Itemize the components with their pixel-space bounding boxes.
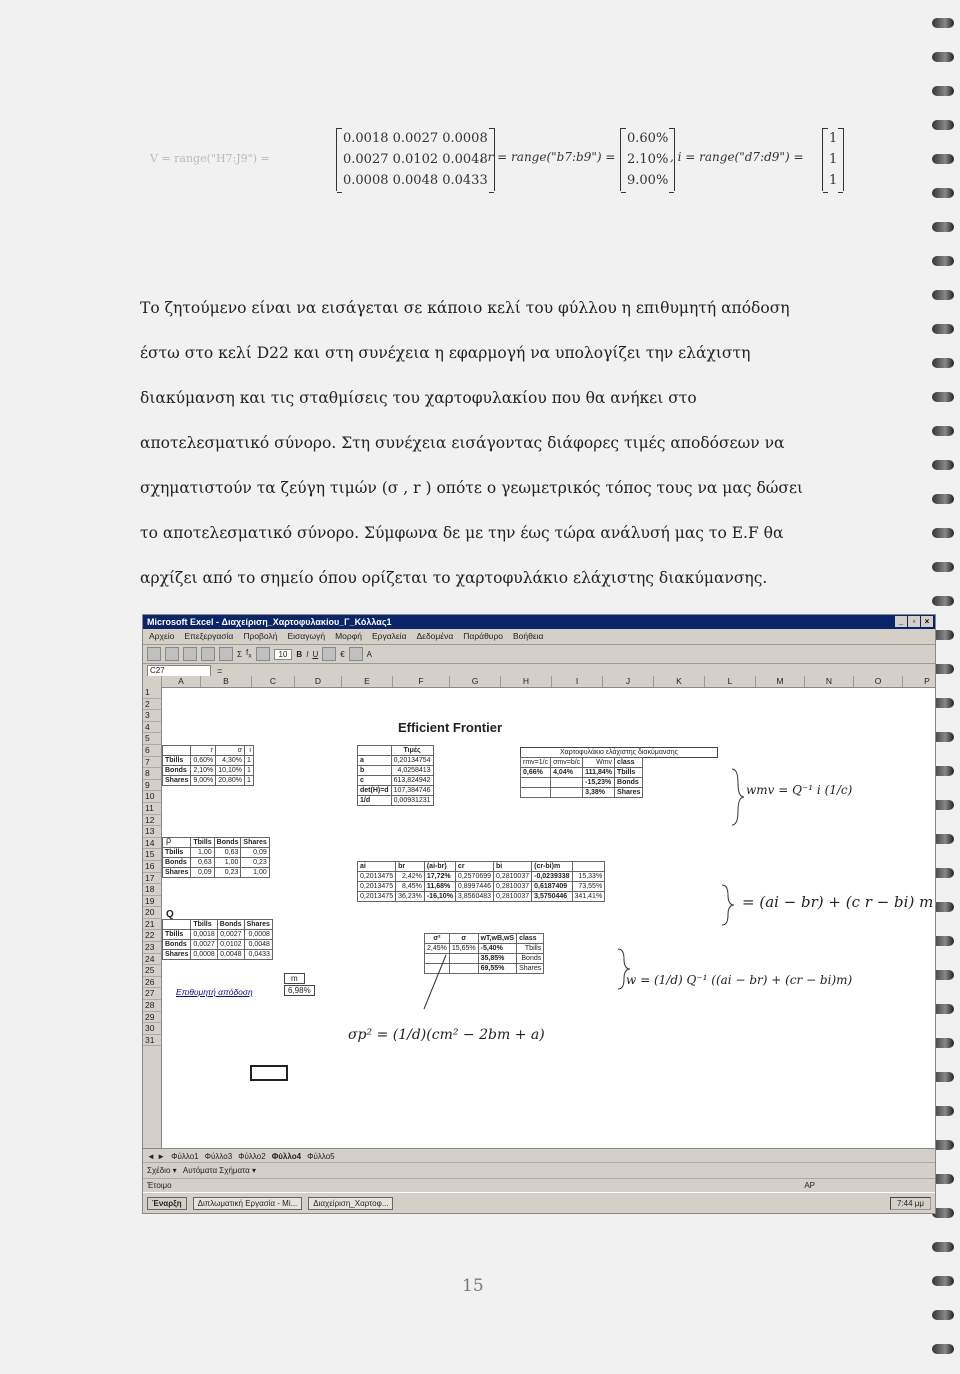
menu-item[interactable]: Επεξεργασία — [184, 631, 234, 641]
column-header[interactable]: H — [501, 676, 552, 687]
row-header[interactable]: 4 — [143, 722, 161, 734]
row-header[interactable]: 28 — [143, 1000, 161, 1012]
binding-ring — [932, 154, 954, 164]
menu-item[interactable]: Δεδομένα — [416, 631, 454, 641]
taskbar-item-word[interactable]: Διπλωματική Εργασία - Mi... — [193, 1197, 303, 1210]
formula-wmv: wmv = Q⁻¹ i (1/c) — [746, 783, 853, 797]
excel-screenshot — [142, 614, 936, 1214]
formula-w: w = (1/d) Q⁻¹ ((ai − br) + (cr − bi)m) — [626, 973, 853, 987]
binding-ring — [932, 1344, 954, 1354]
binding-ring — [932, 1310, 954, 1320]
binding-ring — [932, 324, 954, 334]
row-header[interactable]: 31 — [143, 1035, 161, 1047]
menu-item[interactable]: Εργαλεία — [371, 631, 407, 641]
column-header[interactable]: B — [201, 676, 252, 687]
row-header[interactable]: 6 — [143, 745, 161, 757]
binding-ring — [932, 86, 954, 96]
menu-item[interactable]: Αρχείο — [149, 631, 175, 641]
chart-wizard-icon[interactable] — [256, 647, 270, 661]
row-header[interactable]: 24 — [143, 954, 161, 966]
matrix-equation — [150, 128, 850, 198]
binding-ring — [932, 596, 954, 606]
open-icon[interactable] — [165, 647, 179, 661]
column-header[interactable]: N — [805, 676, 854, 687]
r-vector: 0.60% 2.10% 9.00% — [620, 128, 675, 191]
row-header[interactable]: 23 — [143, 942, 161, 954]
formula-sigma: σp² = (1/d)(cm² − 2bm + a) — [348, 1027, 545, 1043]
menu-item[interactable]: Βοήθεια — [513, 631, 544, 641]
row-header[interactable]: 12 — [143, 815, 161, 827]
binding-ring — [932, 290, 954, 300]
row-header[interactable]: 25 — [143, 965, 161, 977]
column-header[interactable]: E — [342, 676, 393, 687]
rho-label: ρ — [166, 835, 172, 845]
column-header[interactable]: A — [162, 676, 201, 687]
font-size-select[interactable]: 10 — [274, 649, 293, 660]
taskbar-clock: 7:44 μμ — [890, 1197, 931, 1210]
covariance-table: Tbills Bonds Shares Tbills 0,0018 0,0027 0,0008 Bonds 0,0027 0,0102 0,0048 Shares 0,0008 0,0048 0,0433 — [162, 919, 273, 960]
page-number: 15 — [462, 1276, 484, 1296]
binding-ring — [932, 528, 954, 538]
menu-item[interactable]: Προβολή — [243, 631, 278, 641]
row-header[interactable]: 17 — [143, 873, 161, 885]
column-header[interactable]: L — [705, 676, 756, 687]
corner-cell[interactable] — [143, 676, 162, 687]
sheet-tab[interactable]: Φύλλο4 — [271, 1151, 302, 1161]
excel-titlebar: Microsoft Excel - Διαχείριση_Χαρτοφυλακίου_Γ_Κόλλας1 _ ▫ × — [143, 615, 935, 629]
sheet-tabs — [143, 1148, 935, 1163]
bold-icon[interactable]: B — [296, 649, 303, 659]
fill-color-icon[interactable] — [349, 647, 363, 661]
binding-ring — [932, 494, 954, 504]
italic-icon[interactable]: I — [306, 649, 309, 659]
taskbar-item-excel[interactable]: Διαχείριση_Χαρτοφ... — [308, 1197, 393, 1210]
binding-ring — [932, 392, 954, 402]
minvar-table: rmv=1/c σmv=b/c Wmv class 0,66% 4,04% 111,84% Tbills -15,23% Bonds 3,38% Shares — [520, 757, 643, 798]
binding-ring — [932, 426, 954, 436]
close-icon[interactable]: × — [921, 616, 933, 627]
row-header[interactable]: 5 — [143, 733, 161, 745]
row-header[interactable]: 26 — [143, 977, 161, 989]
column-header[interactable]: F — [393, 676, 450, 687]
minimize-icon[interactable]: _ — [895, 616, 907, 627]
undo-icon[interactable] — [219, 647, 233, 661]
column-header[interactable]: M — [756, 676, 805, 687]
brace-3 — [618, 949, 630, 989]
i-range-label: , i = range("d7:d9") = — [670, 150, 804, 164]
menu-item[interactable]: Μορφή — [335, 631, 362, 641]
correlation-table: Tbills Bonds Shares Tbills 1,00 0,63 0,09 Bonds 0,63 1,00 0,23 Shares 0,09 0,23 1,00 — [162, 837, 270, 878]
drawing-toolbar: Σχέδιο ▾ Αυτόματα Σχήματα ▾ — [143, 1162, 935, 1179]
row-header[interactable]: 1 — [143, 687, 161, 699]
excel-toolbar — [143, 645, 935, 664]
column-header[interactable]: P — [903, 676, 936, 687]
annotation-lines — [162, 687, 932, 1167]
row-header[interactable]: 8 — [143, 768, 161, 780]
start-button[interactable]: Έναρξη — [147, 1197, 187, 1210]
name-box[interactable]: C27 — [147, 665, 211, 677]
m-header: m — [284, 973, 305, 984]
faded-equation-label: V = range("H7:J9") = — [150, 152, 270, 165]
column-header[interactable]: I — [552, 676, 603, 687]
binding-ring — [932, 120, 954, 130]
align-icon[interactable] — [322, 647, 336, 661]
column-header[interactable]: C — [252, 676, 295, 687]
print-icon[interactable] — [201, 647, 215, 661]
column-header[interactable]: K — [654, 676, 705, 687]
equals-icon: = — [217, 666, 223, 676]
row-header[interactable]: 22 — [143, 930, 161, 942]
row-header[interactable]: 15 — [143, 849, 161, 861]
binding-ring — [932, 1276, 954, 1286]
row-header[interactable]: 9 — [143, 780, 161, 792]
binding-ring — [932, 1242, 954, 1252]
arrow-line — [424, 955, 446, 1009]
brace-2 — [722, 885, 734, 925]
row-headers — [143, 687, 162, 1149]
autosum-icon[interactable]: Σ — [237, 649, 242, 659]
result-table: σ² σ wT,wB,wS class 2,45% 15,65% -5,40% Tbills 35,85% Bonds 69,55% Shares — [424, 933, 544, 974]
worksheet-grid[interactable] — [162, 687, 935, 1149]
windows-taskbar — [143, 1192, 935, 1213]
function-icon[interactable]: $f_x$ — [245, 648, 252, 660]
calculation-table: ai br (ai-br) cr bi (cr-bi)m 0,2013475 2,42% 17,72% 0,2570699 0,2810037 -0,0239338 15,33% 0,2013475 8,45% 11,68% 0,8997446 0,2810037 0,6187409 73,55% 0,2013475 36,23% -16,10% 3,8560483 0,2810037 3,5750446 341,41% — [357, 861, 605, 902]
target-return-label: Επιθυμητή απόδοση — [176, 987, 253, 997]
i-vector: 1 1 1 — [822, 128, 844, 191]
maximize-icon[interactable]: ▫ — [908, 616, 920, 627]
underline-icon[interactable]: U — [312, 649, 319, 659]
row-header[interactable]: 11 — [143, 803, 161, 815]
sheet-tab[interactable]: Φύλλο1 — [171, 1151, 199, 1161]
row-header[interactable]: 10 — [143, 791, 161, 803]
binding-ring — [932, 460, 954, 470]
column-header[interactable]: J — [603, 676, 654, 687]
row-header[interactable]: 19 — [143, 896, 161, 908]
euro-icon[interactable]: € — [340, 649, 345, 659]
binding-ring — [932, 562, 954, 572]
menu-item[interactable]: Παράθυρο — [463, 631, 504, 641]
brace-1 — [732, 769, 744, 825]
q-label: Q — [166, 909, 174, 920]
formula-ai-br: = (ai − br) + (c r − bi) m — [742, 893, 934, 911]
values-table: Τιμές a 0,20134754 b 4,0258413 c 613,824942 det(H)=d 107,384746 1/d 0,00931231 — [357, 745, 434, 806]
binding-ring — [932, 256, 954, 266]
status-bar: Έτοιμο AP — [143, 1178, 935, 1193]
body-paragraph: Το ζητούμενο είναι να εισάγεται σε κάποιο κελί του φύλλου η επιθυμητή απόδοση έστω στο κελί D22 και στη συνέχεια η εφαρμογή να υπολογίζει την ελάχιστη διακύμανση και τις σταθμίσεις του χαρτοφυλακίου που θα ανήκει στο αποτελεσματικό σύνορο. Στη συνέχεια εισάγοντας διάφορες τιμές αποδόσεων να σχηματιστούν τα ζεύγη τιμών (σ , r ) οπότε ο γεωμετρικός τόπος τους να μας δώσει το αποτελεσματικό σύνορο. Σύμφωνα δε με την έως τώρα ανάλυσή μας το E.F θα αρχίζει από το σημείο όπου ορίζεται το χαρτοφυλάκιο ελάχιστης διακύμανσης. — [140, 299, 804, 587]
r-range-label: , r = range("b7:b9") = — [480, 150, 616, 164]
row-header[interactable]: 13 — [143, 826, 161, 838]
sheet-tab[interactable]: Φύλλο5 — [307, 1151, 335, 1161]
row-header[interactable]: 7 — [143, 757, 161, 769]
row-header[interactable]: 3 — [143, 710, 161, 722]
new-icon[interactable] — [147, 647, 161, 661]
row-header[interactable]: 21 — [143, 919, 161, 931]
save-icon[interactable] — [183, 647, 197, 661]
binding-ring — [932, 188, 954, 198]
row-header[interactable]: 16 — [143, 861, 161, 873]
menu-item[interactable]: Εισαγωγή — [287, 631, 326, 641]
assets-table: r σ i Tbills 0,60% 4,30% 1 Bonds 2,10% 10,10% 1 Shares 9,00% 20,80% 1 — [162, 745, 254, 786]
font-color-icon[interactable]: A — [366, 649, 373, 659]
tab-nav-icon[interactable]: ◄ ► — [147, 1151, 166, 1161]
binding-ring — [932, 358, 954, 368]
row-header[interactable]: 29 — [143, 1012, 161, 1024]
binding-ring — [932, 222, 954, 232]
row-header[interactable]: 18 — [143, 884, 161, 896]
excel-menubar — [143, 629, 935, 645]
binding-ring — [932, 18, 954, 28]
row-header[interactable]: 27 — [143, 988, 161, 1000]
minvar-title: Χαρτοφυλάκιο ελάχιστης διακύμανσης — [520, 747, 718, 758]
row-header[interactable]: 14 — [143, 838, 161, 850]
chart-title: Efficient Frontier — [398, 720, 503, 735]
target-return-cell[interactable]: 6,98% — [284, 985, 315, 996]
row-header[interactable]: 20 — [143, 907, 161, 919]
column-header[interactable]: O — [854, 676, 903, 687]
sheet-tab[interactable]: Φύλλο2 — [238, 1151, 266, 1161]
column-header[interactable]: G — [450, 676, 501, 687]
row-header[interactable]: 30 — [143, 1023, 161, 1035]
sheet-tab[interactable]: Φύλλο3 — [204, 1151, 233, 1161]
column-header[interactable]: D — [295, 676, 342, 687]
covariance-matrix: 0.0018 0.0027 0.0008 0.0027 0.0102 0.0048 0.0008 0.0048 0.0433 — [336, 128, 495, 191]
row-header[interactable]: 2 — [143, 699, 161, 711]
binding-ring — [932, 52, 954, 62]
